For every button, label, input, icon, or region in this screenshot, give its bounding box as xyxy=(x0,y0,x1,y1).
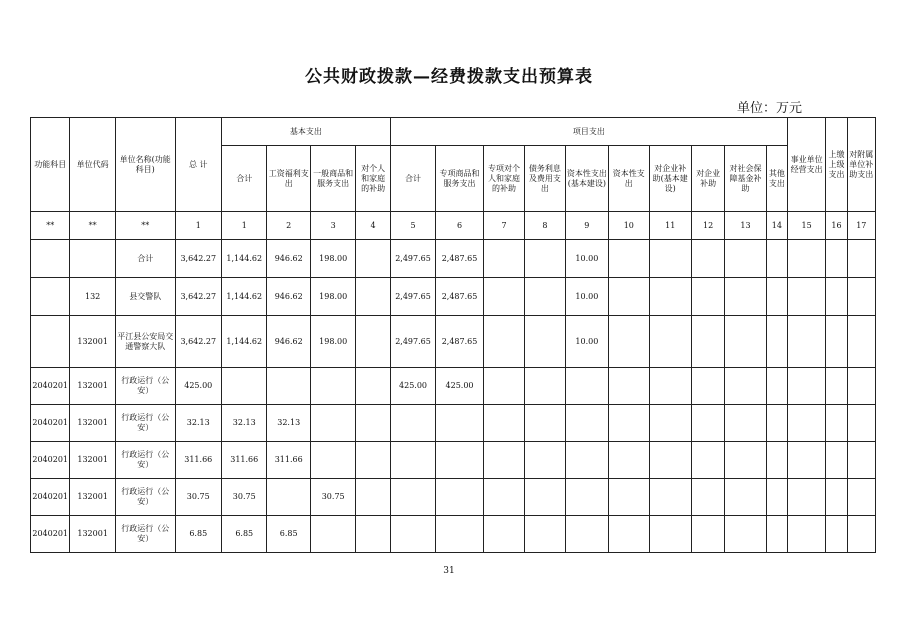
amount-cell: 1,144.62 xyxy=(222,316,267,368)
header-basic-total: 合计 xyxy=(222,146,267,212)
unit-code-cell: 132001 xyxy=(70,516,115,553)
amount-cell: 1,144.62 xyxy=(222,278,267,316)
function-code-cell: 2040201 xyxy=(31,516,70,553)
header-unit-code: 单位代码 xyxy=(70,118,115,212)
unit-name-cell: 行政运行（公安） xyxy=(115,368,175,405)
amount-cell: 6.85 xyxy=(222,516,267,553)
unit-name-cell: 行政运行（公安） xyxy=(115,479,175,516)
index-cell: ** xyxy=(70,212,115,240)
amount-cell xyxy=(649,278,691,316)
amount-cell xyxy=(725,240,766,278)
amount-cell xyxy=(847,516,875,553)
unit-code-cell: 132001 xyxy=(70,479,115,516)
header-total: 总 计 xyxy=(175,118,221,212)
amount-cell xyxy=(483,316,524,368)
amount-cell xyxy=(525,479,565,516)
amount-cell xyxy=(483,442,524,479)
amount-cell xyxy=(525,405,565,442)
amount-cell xyxy=(609,368,649,405)
header-debt-interest: 债务利息及费用支出 xyxy=(525,146,565,212)
budget-table xyxy=(30,117,876,553)
amount-cell: 10.00 xyxy=(565,278,608,316)
amount-cell xyxy=(826,516,847,553)
header-basic: 基本支出 xyxy=(222,118,391,146)
page-title: 公共财政拨款—经费拨款支出预算表 xyxy=(305,67,593,87)
amount-cell xyxy=(436,516,484,553)
header-enterprise-basic: 对企业补助(基本建设) xyxy=(649,146,691,212)
index-cell: 4 xyxy=(356,212,390,240)
amount-cell xyxy=(649,516,691,553)
header-function-code: 功能科目 xyxy=(31,118,70,212)
unit-name-cell: 行政运行（公安） xyxy=(115,516,175,553)
amount-cell: 946.62 xyxy=(267,316,310,368)
amount-cell xyxy=(725,479,766,516)
amount-cell xyxy=(436,479,484,516)
amount-cell xyxy=(847,316,875,368)
amount-cell: 30.75 xyxy=(310,479,355,516)
header-capital-basic: 资本性支出(基本建设) xyxy=(565,146,608,212)
amount-cell: 6.85 xyxy=(175,516,221,553)
header-upper-remit: 上缴上级支出 xyxy=(826,118,847,212)
amount-cell xyxy=(609,278,649,316)
index-cell: 1 xyxy=(175,212,221,240)
amount-cell xyxy=(356,278,390,316)
index-cell: 13 xyxy=(725,212,766,240)
amount-cell: 198.00 xyxy=(310,240,355,278)
amount-cell xyxy=(766,278,787,316)
amount-cell xyxy=(766,368,787,405)
amount-cell xyxy=(267,479,310,516)
index-cell: 17 xyxy=(847,212,875,240)
unit-code-cell: 132001 xyxy=(70,405,115,442)
amount-cell xyxy=(267,368,310,405)
header-project: 项目支出 xyxy=(390,118,787,146)
amount-cell xyxy=(787,316,825,368)
amount-cell xyxy=(525,316,565,368)
amount-cell xyxy=(847,278,875,316)
amount-cell xyxy=(565,516,608,553)
amount-cell: 311.66 xyxy=(175,442,221,479)
amount-cell xyxy=(725,316,766,368)
amount-cell xyxy=(356,479,390,516)
function-code-cell xyxy=(31,240,70,278)
amount-cell xyxy=(826,316,847,368)
amount-cell: 198.00 xyxy=(310,316,355,368)
index-cell: 7 xyxy=(483,212,524,240)
amount-cell xyxy=(787,278,825,316)
amount-cell xyxy=(310,405,355,442)
amount-cell: 2,487.65 xyxy=(436,240,484,278)
index-cell: 8 xyxy=(525,212,565,240)
table-row xyxy=(31,516,876,553)
amount-cell xyxy=(691,240,724,278)
amount-cell xyxy=(649,316,691,368)
amount-cell xyxy=(356,405,390,442)
amount-cell xyxy=(649,479,691,516)
index-cell: 15 xyxy=(787,212,825,240)
amount-cell xyxy=(525,278,565,316)
table-row xyxy=(31,479,876,516)
amount-cell xyxy=(222,368,267,405)
amount-cell: 3,642.27 xyxy=(175,240,221,278)
amount-cell xyxy=(525,442,565,479)
header-unit-name: 单位名称(功能科目) xyxy=(115,118,175,212)
header-personal-subsidy: 对个人和家庭的补助 xyxy=(356,146,390,212)
amount-cell xyxy=(691,479,724,516)
amount-cell xyxy=(483,405,524,442)
amount-cell xyxy=(483,240,524,278)
amount-cell xyxy=(766,316,787,368)
unit-name-cell: 合计 xyxy=(115,240,175,278)
amount-cell: 30.75 xyxy=(222,479,267,516)
amount-cell: 2,487.65 xyxy=(436,278,484,316)
amount-cell xyxy=(725,368,766,405)
amount-cell xyxy=(847,368,875,405)
amount-cell xyxy=(565,405,608,442)
amount-cell: 10.00 xyxy=(565,316,608,368)
amount-cell xyxy=(847,405,875,442)
amount-cell xyxy=(649,405,691,442)
amount-cell xyxy=(847,479,875,516)
amount-cell xyxy=(691,442,724,479)
index-cell: 14 xyxy=(766,212,787,240)
amount-cell xyxy=(787,368,825,405)
amount-cell xyxy=(766,240,787,278)
amount-cell: 198.00 xyxy=(310,278,355,316)
amount-cell xyxy=(725,405,766,442)
index-cell: 9 xyxy=(565,212,608,240)
amount-cell xyxy=(565,442,608,479)
amount-cell xyxy=(691,278,724,316)
amount-cell xyxy=(390,479,435,516)
amount-cell xyxy=(766,516,787,553)
unit-name-cell: 县交警队 xyxy=(115,278,175,316)
unit-code-cell: 132 xyxy=(70,278,115,316)
header-affiliate: 对附属单位补助支出 xyxy=(847,118,875,212)
amount-cell xyxy=(649,442,691,479)
amount-cell xyxy=(390,405,435,442)
amount-cell xyxy=(565,368,608,405)
amount-cell: 946.62 xyxy=(267,240,310,278)
amount-cell: 6.85 xyxy=(267,516,310,553)
table-row xyxy=(31,368,876,405)
amount-cell xyxy=(826,368,847,405)
amount-cell xyxy=(356,516,390,553)
amount-cell xyxy=(787,442,825,479)
table-row xyxy=(31,240,876,278)
amount-cell xyxy=(826,405,847,442)
amount-cell xyxy=(826,479,847,516)
amount-cell xyxy=(826,278,847,316)
index-cell: 10 xyxy=(609,212,649,240)
header-special-personal: 专项对个人和家庭的补助 xyxy=(483,146,524,212)
amount-cell xyxy=(826,240,847,278)
amount-cell: 425.00 xyxy=(175,368,221,405)
index-cell: ** xyxy=(115,212,175,240)
amount-cell xyxy=(483,278,524,316)
amount-cell xyxy=(609,479,649,516)
amount-cell xyxy=(787,479,825,516)
amount-cell xyxy=(609,442,649,479)
index-cell: 5 xyxy=(390,212,435,240)
header-enterprise: 对企业补助 xyxy=(691,146,724,212)
index-cell: 3 xyxy=(310,212,355,240)
index-cell: 6 xyxy=(436,212,484,240)
header-other: 其他支出 xyxy=(766,146,787,212)
amount-cell xyxy=(766,405,787,442)
amount-cell xyxy=(609,516,649,553)
amount-cell: 10.00 xyxy=(565,240,608,278)
amount-cell xyxy=(390,442,435,479)
amount-cell xyxy=(649,368,691,405)
amount-cell xyxy=(787,516,825,553)
amount-cell xyxy=(725,442,766,479)
function-code-cell: 2040201 xyxy=(31,405,70,442)
table-row xyxy=(31,316,876,368)
amount-cell xyxy=(649,240,691,278)
index-cell: 11 xyxy=(649,212,691,240)
amount-cell: 2,497.65 xyxy=(390,278,435,316)
unit-name-cell: 行政运行（公安） xyxy=(115,405,175,442)
unit-code-cell: 132001 xyxy=(70,368,115,405)
function-code-cell xyxy=(31,316,70,368)
unit-name-cell: 平江县公安局交通警察大队 xyxy=(115,316,175,368)
amount-cell xyxy=(483,479,524,516)
function-code-cell: 2040201 xyxy=(31,368,70,405)
amount-cell xyxy=(356,368,390,405)
table-row xyxy=(31,405,876,442)
amount-cell xyxy=(766,479,787,516)
amount-cell xyxy=(691,368,724,405)
amount-cell: 3,642.27 xyxy=(175,316,221,368)
function-code-cell: 2040201 xyxy=(31,442,70,479)
amount-cell: 311.66 xyxy=(222,442,267,479)
amount-cell xyxy=(725,278,766,316)
amount-cell xyxy=(847,442,875,479)
unit-code-cell xyxy=(70,240,115,278)
amount-cell xyxy=(826,442,847,479)
page-number: 31 xyxy=(443,566,455,576)
index-cell: 12 xyxy=(691,212,724,240)
amount-cell xyxy=(609,316,649,368)
amount-cell xyxy=(766,442,787,479)
amount-cell: 2,497.65 xyxy=(390,240,435,278)
unit-code-cell: 132001 xyxy=(70,442,115,479)
amount-cell: 425.00 xyxy=(390,368,435,405)
amount-cell xyxy=(847,240,875,278)
amount-cell xyxy=(691,516,724,553)
index-cell: 2 xyxy=(267,212,310,240)
amount-cell xyxy=(787,240,825,278)
function-code-cell: 2040201 xyxy=(31,479,70,516)
amount-cell: 32.13 xyxy=(267,405,310,442)
index-row xyxy=(31,212,876,240)
unit-label: 单位：万元 xyxy=(736,101,802,116)
amount-cell xyxy=(436,405,484,442)
amount-cell: 3,642.27 xyxy=(175,278,221,316)
amount-cell xyxy=(390,516,435,553)
unit-code-cell: 132001 xyxy=(70,316,115,368)
index-cell: 1 xyxy=(222,212,267,240)
amount-cell xyxy=(691,316,724,368)
amount-cell: 311.66 xyxy=(267,442,310,479)
function-code-cell xyxy=(31,278,70,316)
amount-cell xyxy=(609,240,649,278)
amount-cell xyxy=(483,516,524,553)
amount-cell: 32.13 xyxy=(222,405,267,442)
amount-cell xyxy=(356,316,390,368)
amount-cell: 425.00 xyxy=(436,368,484,405)
amount-cell xyxy=(356,442,390,479)
amount-cell xyxy=(565,479,608,516)
unit-name-cell: 行政运行（公安） xyxy=(115,442,175,479)
amount-cell: 30.75 xyxy=(175,479,221,516)
header-special-goods: 专项商品和服务支出 xyxy=(436,146,484,212)
amount-cell: 2,497.65 xyxy=(390,316,435,368)
amount-cell: 2,487.65 xyxy=(436,316,484,368)
amount-cell xyxy=(525,368,565,405)
header-social-security: 对社会保障基金补助 xyxy=(725,146,766,212)
amount-cell xyxy=(691,405,724,442)
header-business-unit: 事业单位经营支出 xyxy=(787,118,825,212)
amount-cell xyxy=(609,405,649,442)
amount-cell xyxy=(787,405,825,442)
amount-cell: 946.62 xyxy=(267,278,310,316)
table-row xyxy=(31,278,876,316)
amount-cell xyxy=(310,368,355,405)
amount-cell xyxy=(310,516,355,553)
index-cell: 16 xyxy=(826,212,847,240)
table-row xyxy=(31,442,876,479)
amount-cell xyxy=(725,516,766,553)
amount-cell xyxy=(525,516,565,553)
header-goods-services: 一般商品和服务支出 xyxy=(310,146,355,212)
amount-cell xyxy=(525,240,565,278)
header-capital: 资本性支出 xyxy=(609,146,649,212)
amount-cell xyxy=(483,368,524,405)
header-project-total: 合计 xyxy=(390,146,435,212)
amount-cell: 1,144.62 xyxy=(222,240,267,278)
table-body xyxy=(31,212,876,553)
amount-cell xyxy=(310,442,355,479)
amount-cell xyxy=(356,240,390,278)
amount-cell: 32.13 xyxy=(175,405,221,442)
amount-cell xyxy=(436,442,484,479)
header-wages: 工资福利支出 xyxy=(267,146,310,212)
index-cell: ** xyxy=(31,212,70,240)
